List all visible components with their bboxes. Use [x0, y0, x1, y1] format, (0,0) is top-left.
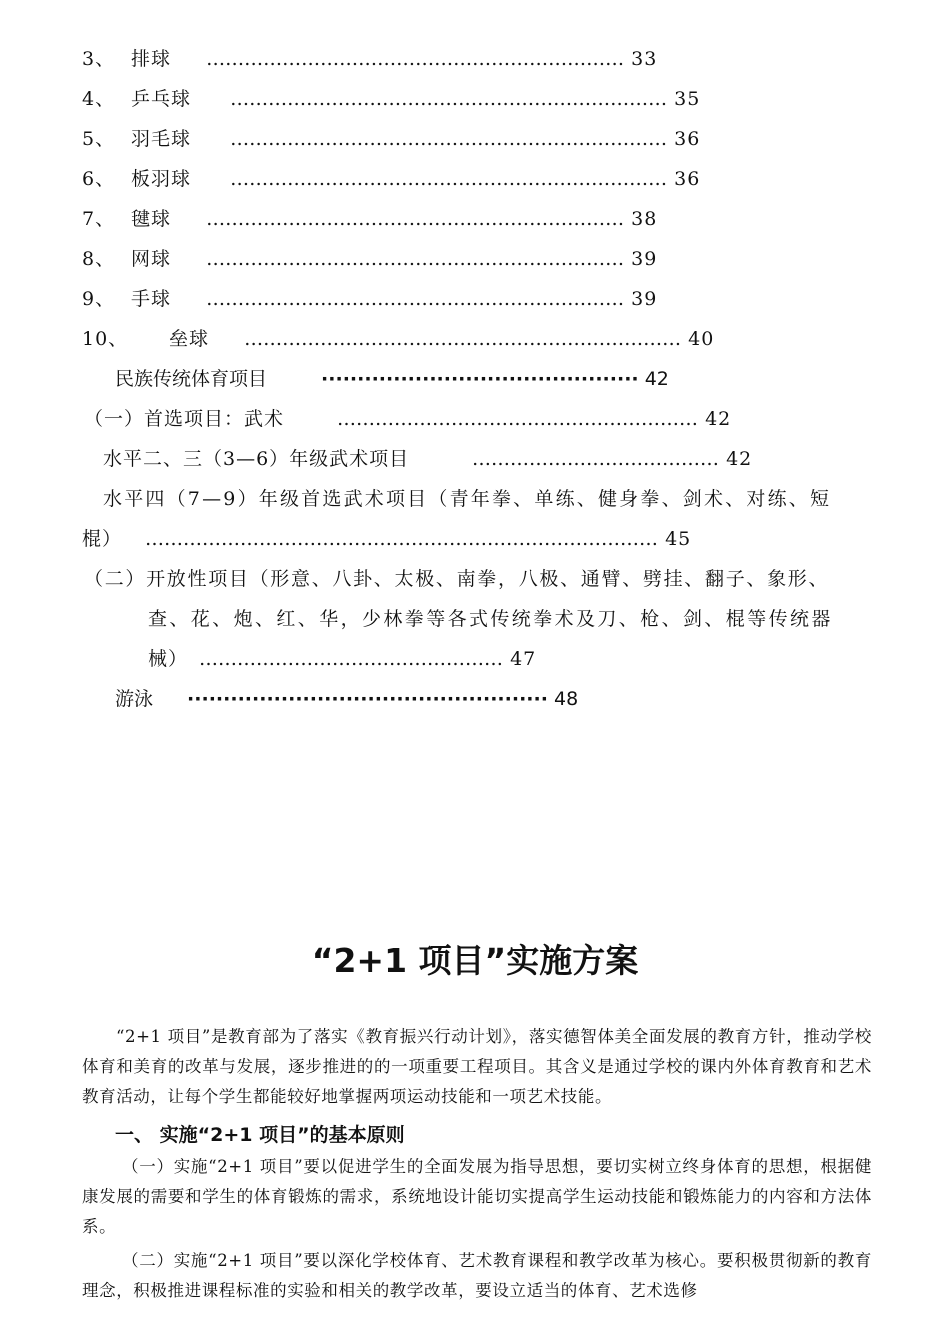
toc-section-ethnic[interactable] — [115, 364, 669, 391]
toc-item-label: 毽球 — [131, 208, 172, 230]
toc-item-label: 排球 — [131, 48, 172, 70]
principle-paragraph-2: （二）实施“2+1 项目”要以深化学校体育、艺术教育课程和教学改革为核心。要积极贯彻新的教育理念，积极推进课程标准的实验和相关的教学改革，要设立适当的体育、艺术选修 — [82, 1251, 872, 1300]
toc-section-label: 民族传统体育项目 — [115, 368, 268, 390]
toc-item[interactable] — [82, 284, 657, 311]
toc-item-number: 9、 — [82, 288, 116, 310]
toc-item-number: 3、 — [82, 48, 116, 70]
toc-subitem-line[interactable]: 查、花、炮、红、华，少林拳等各式传统拳术及刀、枪、剑、棍等传统器 — [148, 608, 833, 630]
toc-leader-dots: ············································ — [321, 368, 639, 390]
toc-item[interactable] — [82, 164, 700, 191]
toc-item-label: 羽毛球 — [131, 128, 192, 150]
toc-item[interactable] — [82, 124, 700, 151]
toc-item-number: 7、 — [82, 208, 116, 230]
toc-item-number: 8、 — [82, 248, 116, 270]
toc-item-number: 6、 — [82, 168, 116, 190]
toc-leader-dots: ·················································· — [187, 688, 548, 710]
toc-leader-dots: …………………………………………………………… — [244, 328, 682, 350]
toc-leader-dots: ………………………………………………………… — [206, 208, 625, 230]
toc-page-number: 36 — [674, 128, 701, 150]
toc-item-number: 10、 — [82, 328, 129, 350]
toc-subitem-label: 水平二、三（3—6）年级武术项目 — [103, 448, 410, 470]
toc-item-number: 5、 — [82, 128, 116, 150]
toc-leader-dots: ………………………………………………… — [337, 408, 699, 430]
toc-page-number: 45 — [665, 528, 692, 550]
toc-leader-dots: ………………………………………… — [199, 648, 504, 670]
toc-item[interactable] — [82, 204, 657, 231]
toc-leader-dots: ………………………………………………………… — [206, 248, 625, 270]
toc-subitem-line[interactable]: （二）开放性项目（形意、八卦、太极、南拳，八极、通臂、劈挂、翻子、象形、 — [84, 568, 830, 590]
toc-page-number: 36 — [674, 168, 701, 190]
document-title: “2+1 项目”实施方案 — [311, 941, 639, 980]
toc-page-number: 42 — [726, 448, 753, 470]
toc-leader-dots: …………………………………………………………… — [230, 168, 668, 190]
toc-item-label: 板羽球 — [131, 168, 192, 190]
principle-paragraph-1: （一）实施“2+1 项目”要以促进学生的全面发展为指导思想，要切实树立终身体育的思想，根据健康发展的需要和学生的体育锻炼的需求，系统地设计能切实提高学生运动技能和锻炼能力的内容和方法体系。 — [82, 1157, 872, 1236]
toc-page-number: 33 — [631, 48, 658, 70]
toc-item[interactable] — [82, 84, 700, 111]
toc-item-number: 4、 — [82, 88, 116, 110]
toc-item-label: 网球 — [131, 248, 172, 270]
toc-item-label: 乒乓球 — [131, 88, 192, 110]
toc-page-number: 47 — [510, 648, 537, 670]
toc-leader-dots: ………………………………… — [472, 448, 720, 470]
toc-leader-dots: ………………………………………………………… — [206, 288, 625, 310]
toc-subitem-label: 械） — [148, 648, 189, 670]
toc-leader-dots: …………………………………………………………… — [230, 88, 668, 110]
intro-paragraph: “2+1 项目”是教育部为了落实《教育振兴行动计划》，落实德智体美全面发展的教育方针，推动学校体育和美育的改革与发展，逐步推进的的一项重要工程项目。其含义是通过学校的课内外体育教育和艺术教育活动，让每个学生都能较好地掌握两项运动技能和一项艺术技能。 — [82, 1027, 872, 1106]
toc-subitem-label: （一）首选项目：武术 — [84, 408, 285, 430]
toc-subitem[interactable] — [82, 524, 691, 551]
toc-item[interactable] — [82, 244, 657, 271]
toc-subitem-line[interactable]: 水平四（7—9）年级首选武术项目（青年拳、单练、健身拳、剑术、对练、短 — [103, 488, 832, 510]
toc-page-number: 42 — [705, 408, 732, 430]
toc-leader-dots: ………………………………………………………… — [206, 48, 625, 70]
toc-subitem[interactable] — [148, 644, 536, 671]
toc-item-label: 垒球 — [169, 328, 210, 350]
toc-leader-dots: …………………………………………………………… — [230, 128, 668, 150]
toc-item[interactable] — [82, 324, 714, 351]
toc-subitem[interactable] — [103, 444, 752, 471]
toc-page-number: 48 — [553, 688, 579, 710]
toc-page-number: 39 — [631, 248, 658, 270]
section-heading: 一、 实施“2+1 项目”的基本原则 — [115, 1124, 405, 1146]
toc-page-number: 38 — [631, 208, 658, 230]
toc-page-number: 39 — [631, 288, 658, 310]
toc-page-number: 42 — [644, 368, 669, 390]
toc-subitem[interactable] — [84, 404, 731, 431]
toc-section-swimming[interactable] — [115, 684, 578, 711]
toc-subitem-label: 棍） — [82, 528, 123, 550]
toc-section-label: 游泳 — [115, 688, 154, 710]
toc-page-number: 40 — [688, 328, 715, 350]
toc-item-label: 手球 — [131, 288, 172, 310]
toc-leader-dots: ……………………………………………………………………… — [145, 528, 659, 550]
toc-item[interactable] — [82, 44, 657, 71]
toc-page-number: 35 — [674, 88, 701, 110]
